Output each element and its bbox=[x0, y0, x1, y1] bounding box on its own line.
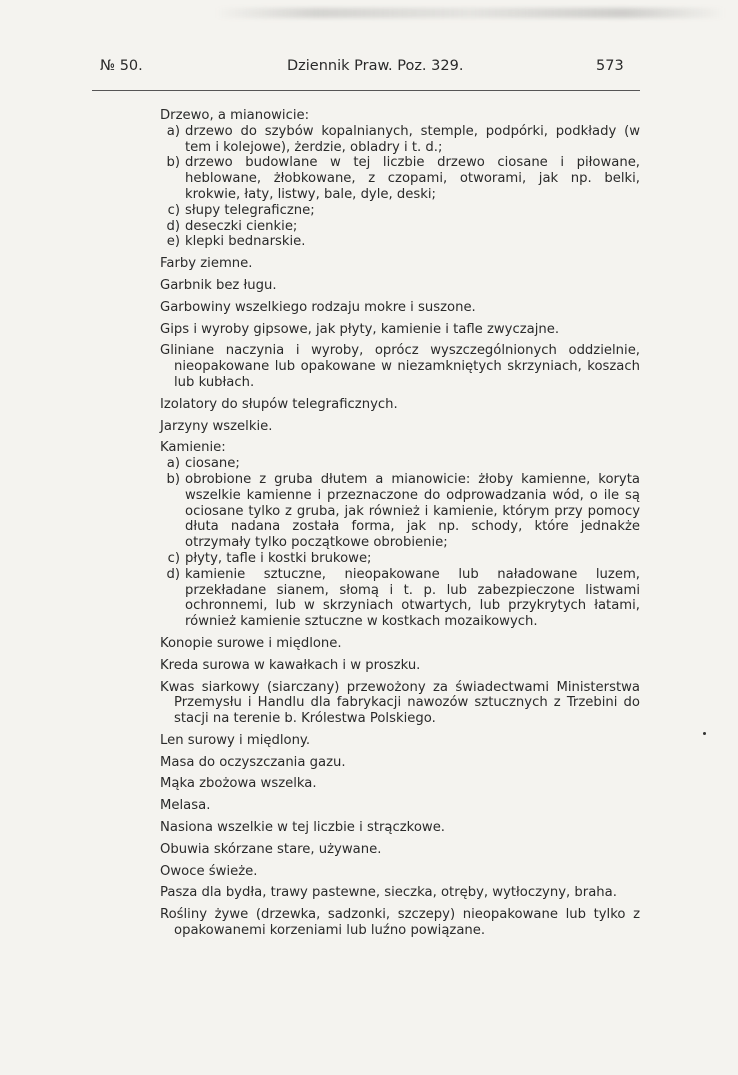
entry: Garbowiny wszelkiego rodzaju mokre i suszone. bbox=[160, 299, 476, 315]
sub-label: c) bbox=[167, 550, 180, 566]
page-number: 573 bbox=[596, 58, 624, 74]
sub-label: d) bbox=[166, 218, 180, 234]
sub-label: b) bbox=[166, 155, 180, 171]
entry-heading: Drzewo, a mianowicie: bbox=[160, 108, 310, 123]
sub-label: a) bbox=[166, 456, 180, 472]
entry-heading: Kamienie: bbox=[160, 440, 226, 456]
header-rule bbox=[92, 90, 640, 91]
sub-item bbox=[160, 124, 640, 156]
entry: Izolatory do słupów telegraficznych. bbox=[160, 396, 398, 412]
sub-text: deseczki cienkie; bbox=[185, 218, 298, 234]
sub-text: płyty, tafle i kostki brukowe; bbox=[185, 550, 372, 566]
sub-text: drzewo do szybów kopalnianych, stemple, podpórki, podkłady (w tem i kolejowe), żerdzie, obladry i t. d.; bbox=[185, 123, 640, 155]
entry: Nasiona wszelkie w tej liczbie i strączkowe. bbox=[160, 820, 445, 836]
document-body bbox=[160, 108, 640, 945]
page-header bbox=[0, 58, 738, 82]
sub-item bbox=[160, 234, 640, 250]
journal-title: Dziennik Praw. Poz. 329. bbox=[287, 58, 464, 74]
entry-kamienie bbox=[160, 440, 640, 630]
sub-label: c) bbox=[167, 202, 180, 218]
entry: Jarzyny wszelkie. bbox=[160, 418, 273, 434]
sub-label: e) bbox=[166, 234, 180, 250]
entry: Melasa. bbox=[160, 798, 211, 814]
sub-text: kamienie sztuczne, nieopakowane lub naładowane luzem, przekładane sianem, słomą i t. p. lub zabezpieczone listwami ochronnemi, lub w skrzyniach otwartych, lub przykrytych łatami, również kamienie sztuczne w kostkach mozaikowych. bbox=[185, 566, 640, 630]
entry: Len surowy i międlony. bbox=[160, 732, 311, 748]
ink-speck bbox=[703, 732, 706, 735]
entry: Farby ziemne. bbox=[160, 256, 253, 272]
entry: Kreda surowa w kawałkach i w proszku. bbox=[160, 657, 421, 673]
sub-text: obrobione z gruba dłutem a mianowicie: żłoby kamienne, koryta wszelkie kamienne i przeznaczone do odprowadzania wód, o ile są ociosane tylko z gruba, jak również i kamienie, którym przy pomocy dłuta nadana została forma, jak np. schody, które jednakże otrzymały tylko początkowe obrobienie; bbox=[185, 471, 640, 551]
sub-item bbox=[160, 567, 640, 630]
scan-artifact bbox=[215, 8, 725, 18]
sub-label: d) bbox=[166, 566, 180, 582]
entry: Rośliny żywe (drzewka, sadzonki, szczepy) nieopakowane lub tylko z opakowanemi korzeniami lub luźno powiązane. bbox=[160, 907, 640, 939]
sub-text: ciosane; bbox=[185, 456, 240, 472]
entry-drzewo bbox=[160, 108, 640, 250]
sub-item bbox=[160, 551, 640, 567]
entry: Owoce świeże. bbox=[160, 863, 258, 879]
sub-text: drzewo budowlane w tej liczbie drzewo ciosane i piłowane, heblowane, żłobkowane, z czopami, otworami, jak np. belki, krokwie, łaty, listwy, bale, dyle, deski; bbox=[185, 155, 640, 202]
entry: Masa do oczyszczania gazu. bbox=[160, 754, 346, 770]
entry: Garbnik bez ługu. bbox=[160, 277, 277, 293]
entry: Obuwia skórzane stare, używane. bbox=[160, 841, 382, 857]
entry: Gips i wyroby gipsowe, jak płyty, kamienie i tafle zwyczajne. bbox=[160, 321, 560, 337]
sub-item bbox=[160, 203, 640, 219]
sub-text: klepki bednarskie. bbox=[185, 234, 306, 250]
entry: Pasza dla bydła, trawy pastewne, sieczka, otręby, wytłoczyny, braha. bbox=[160, 885, 617, 901]
issue-number: № 50. bbox=[100, 58, 143, 74]
sub-text: słupy telegraficzne; bbox=[185, 202, 315, 218]
sub-item bbox=[160, 472, 640, 551]
sub-item bbox=[160, 456, 640, 472]
entry: Kwas siarkowy (siarczany) przewożony za świadectwami Ministerstwa Przemysłu i Handlu dla fabrykacji nawozów sztucznych z Trzebini do stacji na terenie b. Królestwa Polskiego. bbox=[160, 679, 640, 727]
sub-item bbox=[160, 155, 640, 202]
sub-label: b) bbox=[166, 471, 180, 487]
entry: Gliniane naczynia i wyroby, oprócz wyszczególnionych oddzielnie, nieopakowane lub opakowane w niezamkniętych skrzyniach, koszach lub kubłach. bbox=[160, 343, 640, 390]
sub-item bbox=[160, 219, 640, 235]
entry: Konopie surowe i międlone. bbox=[160, 635, 342, 651]
sub-label: a) bbox=[166, 123, 180, 139]
entry: Mąka zbożowa wszelka. bbox=[160, 776, 317, 792]
